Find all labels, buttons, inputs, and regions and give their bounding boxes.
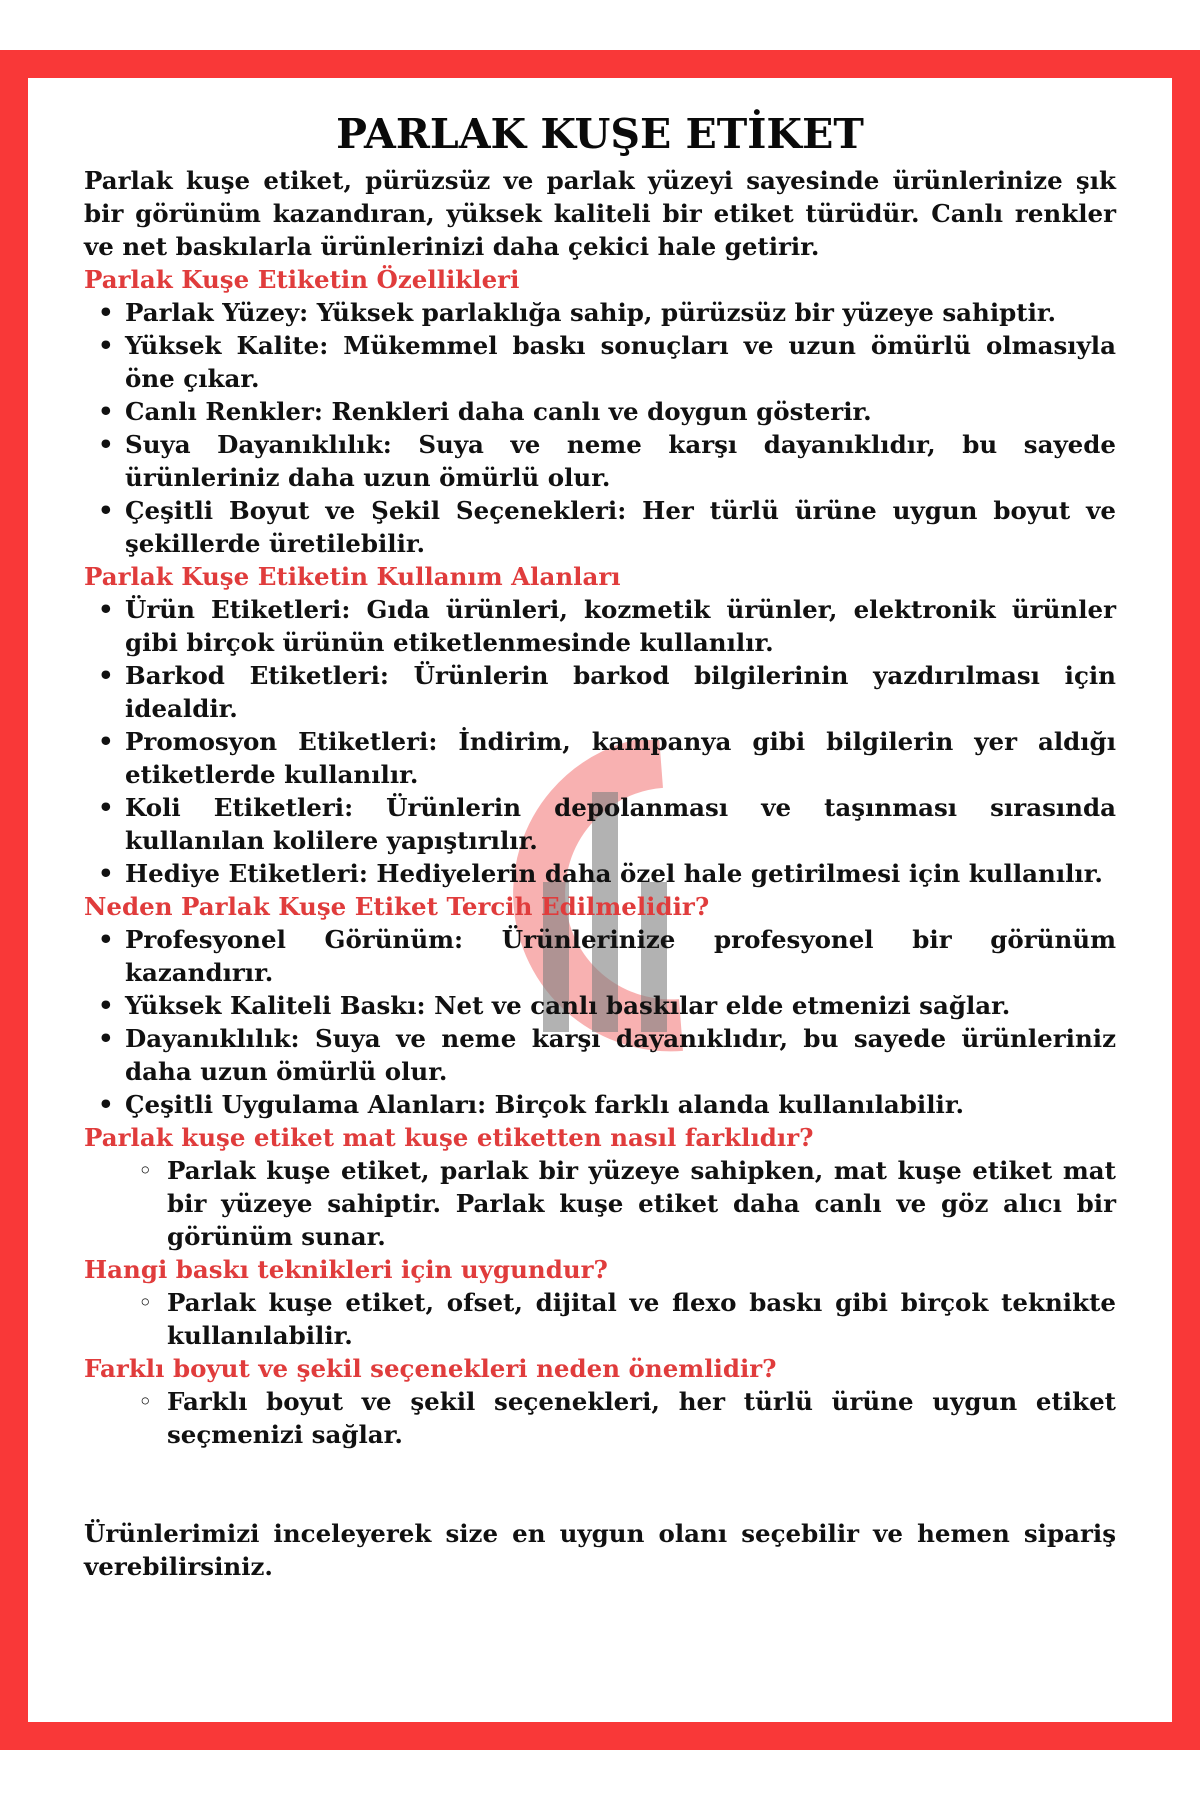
- why-prefer-list: [84, 923, 1116, 1121]
- intro-paragraph: Parlak kuşe etiket, pürüzsüz ve parlak yüzeyi sayesinde ürünlerinize şık bir görünüm kazandıran, yüksek kaliteli bir etiket türüdür. Canlı renkler ve net baskılarla ürünlerinizi daha çekici hale getirir.: [84, 166, 1116, 261]
- closing-paragraph: Ürünlerimizi inceleyerek size en uygun olanı seçebilir ve hemen sipariş verebilirsiniz.: [84, 1519, 1116, 1581]
- list-item: • Parlak Yüzey: Yüksek parlaklığa sahip, pürüzsüz bir yüzeye sahiptir.: [84, 296, 1116, 329]
- list-item: • Suya Dayanıklılık: Suya ve neme karşı dayanıklıdır, bu sayede ürünleriniz daha uzun ömürlü olur.: [84, 428, 1116, 494]
- list-item: • Ürün Etiketleri: Gıda ürünleri, kozmetik ürünler, elektronik ürünler gibi birçok ürünün etiketlenmesinde kullanılır.: [84, 593, 1116, 659]
- list-item: • Çeşitli Boyut ve Şekil Seçenekleri: Her türlü ürüne uygun boyut ve şekillerde üretilebilir.: [84, 494, 1116, 560]
- list-item: • Dayanıklılık: Suya ve neme karşı dayanıklıdır, bu sayede ürünleriniz daha uzun ömürlü olur.: [84, 1022, 1116, 1088]
- section-heading-features: Parlak Kuşe Etiketin Özellikleri: [84, 265, 520, 294]
- faq-question-glossy-vs-matte: Parlak kuşe etiket mat kuşe etiketten nasıl farklıdır?: [84, 1123, 814, 1152]
- section-heading-usage-areas: Parlak Kuşe Etiketin Kullanım Alanları: [84, 562, 621, 591]
- section-heading-why-prefer: Neden Parlak Kuşe Etiket Tercih Edilmelidir?: [84, 892, 710, 921]
- features-list: [84, 296, 1116, 560]
- faq-answer-list: [84, 1385, 1116, 1451]
- list-item: • Koli Etiketleri: Ürünlerin depolanması ve taşınması sırasında kullanılan kolilere yapıştırılır.: [84, 791, 1116, 857]
- list-item: • Yüksek Kalite: Mükemmel baskı sonuçları ve uzun ömürlü olmasıyla öne çıkar.: [84, 329, 1116, 395]
- faq-question-size-shape: Farklı boyut ve şekil seçenekleri neden önemlidir?: [84, 1354, 777, 1383]
- faq-question-print-techniques: Hangi baskı teknikleri için uygundur?: [84, 1255, 608, 1284]
- faq-answer: ◦ Parlak kuşe etiket, ofset, dijital ve flexo baskı gibi birçok teknikte kullanılabilir.: [84, 1286, 1116, 1352]
- page-title: PARLAK KUŞE ETİKET: [336, 110, 864, 158]
- faq-answer-list: [84, 1286, 1116, 1352]
- faq-answer-list: [84, 1154, 1116, 1253]
- list-item: • Barkod Etiketleri: Ürünlerin barkod bilgilerinin yazdırılması için idealdir.: [84, 659, 1116, 725]
- list-item: • Profesyonel Görünüm: Ürünlerinize profesyonel bir görünüm kazandırır.: [84, 923, 1116, 989]
- faq-answer: ◦ Farklı boyut ve şekil seçenekleri, her türlü ürüne uygun etiket seçmenizi sağlar.: [84, 1385, 1116, 1451]
- document-body: [84, 108, 1116, 1583]
- list-item: • Promosyon Etiketleri: İndirim, kampanya gibi bilgilerin yer aldığı etiketlerde kullanılır.: [84, 725, 1116, 791]
- faq-answer: ◦ Parlak kuşe etiket, parlak bir yüzeye sahipken, mat kuşe etiket mat bir yüzeye sahiptir. Parlak kuşe etiket daha canlı ve göz alıcı bir görünüm sunar.: [84, 1154, 1116, 1253]
- list-item: • Canlı Renkler: Renkleri daha canlı ve doygun gösterir.: [84, 395, 1116, 428]
- list-item: • Yüksek Kaliteli Baskı: Net ve canlı baskılar elde etmenizi sağlar.: [84, 989, 1116, 1022]
- list-item: • Hediye Etiketleri: Hediyelerin daha özel hale getirilmesi için kullanılır.: [84, 857, 1116, 890]
- list-item: • Çeşitli Uygulama Alanları: Birçok farklı alanda kullanılabilir.: [84, 1088, 1116, 1121]
- usage-areas-list: [84, 593, 1116, 890]
